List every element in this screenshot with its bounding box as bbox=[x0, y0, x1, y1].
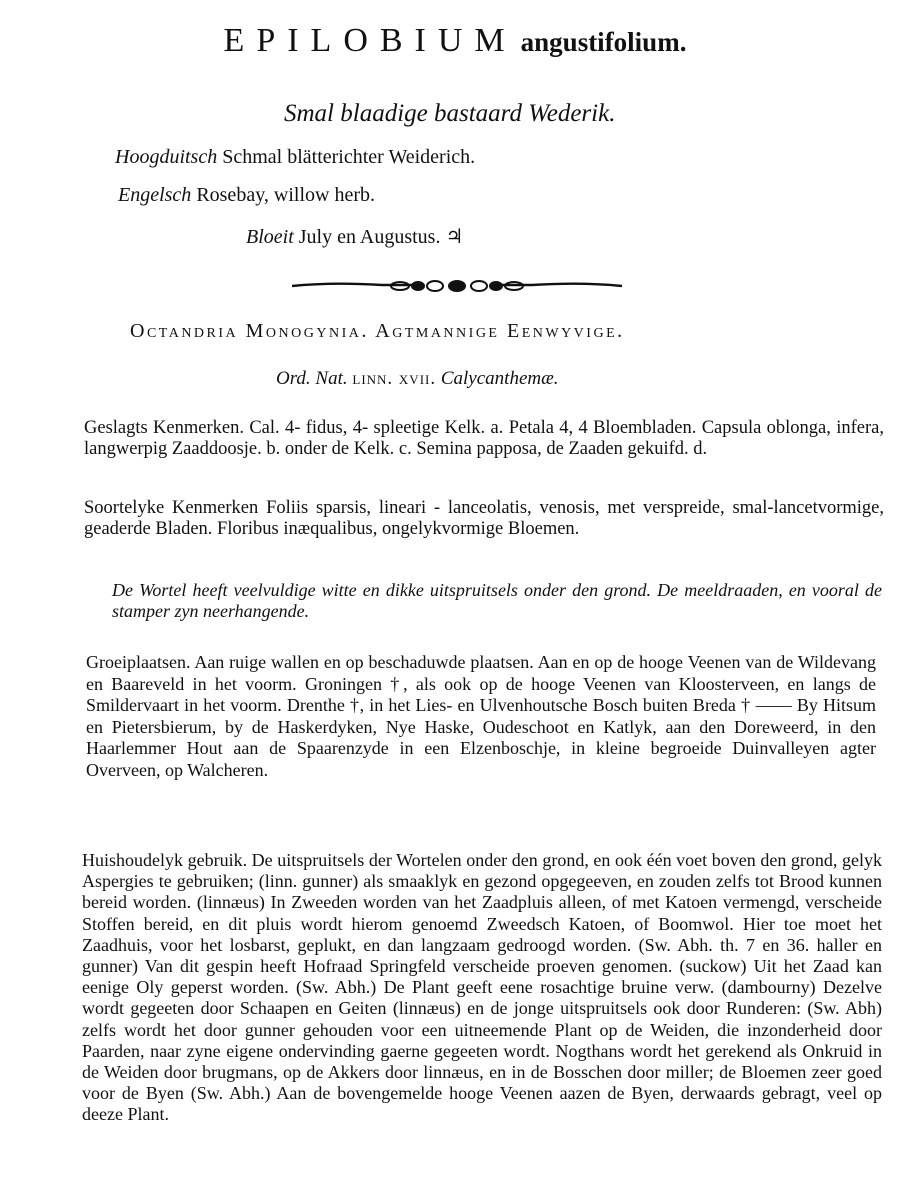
habitat-paragraph: Groeiplaatsen. Aan ruige wallen en op beschaduwde plaatsen. Aan en op de hooge Veenen van de Wildevang en Baareveld in het voorm. Groningen †, als ook op de hooge Veenen van Kloosterveen, en langs de Smildervaart in het voorm. Drenthe †, in het Lies- en Ulvenhoutsche Bosch buiten Breda † —— By Hitsum en Pietersbierum, by de Haskerdyken, Nye Haske, Oudeschoot en Katlyk, aan den Doreweerd, in den Haarlemmer Hout aan de Spaarenzyde in een Elzenboschje, in kleine begroeide Duinvalleyen agter Overveen, op Walcheren. bbox=[86, 652, 876, 780]
species-name: angustifolium. bbox=[520, 27, 687, 57]
english-name: Rosebay, willow herb. bbox=[196, 184, 375, 206]
root-description: De Wortel heeft veelvuldige witte en dikke uitspruitsels onder den grond. De meeldraaden, en vooral de stamper zyn neerhangende. bbox=[112, 580, 882, 621]
page-title bbox=[0, 22, 910, 60]
ord-group: Calycanthemæ. bbox=[440, 368, 559, 389]
ord-label: Ord. Nat. bbox=[276, 368, 348, 389]
genus-name: EPILOBIUM bbox=[223, 22, 517, 59]
german-name: Schmal blätterichter Weiderich. bbox=[222, 146, 476, 168]
ord-value: linn. xvii. bbox=[352, 368, 437, 389]
flowering-label: Bloeit bbox=[246, 226, 294, 248]
linnaean-class: Octandria Monogynia. Agtmannige Eenwyvige. bbox=[130, 320, 625, 342]
dutch-name: Smal blaadige bastaard Wederik. bbox=[284, 100, 616, 127]
english-label: Engelsch bbox=[118, 184, 192, 206]
flowering-line bbox=[246, 224, 463, 249]
economic-use-paragraph: Huishoudelyk gebruik. De uitspruitsels der Wortelen onder den grond, en ook één voet boven den grond, gelyk Aspergies te gebruiken; (linn. gunner) als smaaklyk en gezond opgegeeven, en zouden zelfs tot Brood kunnen bereid worden. (linnæus) In Zweeden worden van het Zaadpluis alleen, of met Katoen vermengd, verscheide Stoffen bereid, en dit pluis wordt hierom genoemd Zweedsch Katoen, of Boomwol. Hier toe moet het Zaadhuis, voor het losbarst, geplukt, en dan langzaam gedroogd worden. (Sw. Abh. th. 7 en 36. haller en gunner) Van dit gespin heeft Hofraad Springfeld verscheide proeven genomen. (suckow) Uit het Zaad kan eenige Oly geperst worden. (Sw. Abh.) De Plant geeft eene rosachtige bruine verw. (dambourny) Dezelve wordt gegeeten door Schaapen en Geiten (linnæus) en de jonge uitspruitsels ook door Runderen: (Sw. Abh) zelfs wordt het door gunner gehouden voor een uitneemende Plant op de Weiden, die inzonderheid door Paarden, naar zyne eigene ondervinding gaerne gegeeten wordt. Nogthans wordt het gerekend als Onkruid in de Weiden door brugmans, op de Akkers door linnæus, en in de Bosschen door miller; de Bloemen zeer goed voor de Byen (Sw. Abh.) Aan de bovengemelde hooge Veenen aazen de Byen, derwaards gebragt, veel op deeze Plant. bbox=[82, 850, 882, 1125]
natural-order-line bbox=[276, 368, 559, 390]
german-name-line bbox=[115, 146, 475, 169]
genus-characters: Geslagts Kenmerken. Cal. 4- fidus, 4- spleetige Kelk. a. Petala 4, 4 Bloembladen. Capsula oblonga, infera, langwerpig Zaaddoosje. b. onder de Kelk. c. Semina papposa, de Zaaden gekuifd. d. bbox=[84, 418, 884, 459]
species-characters: Soortelyke Kenmerken Foliis sparsis, lineari - lanceolatis, venosis, met verspreide, smal-lancetvormige, geaderde Bladen. Floribus inæqualibus, ongelykvormige Bloemen. bbox=[84, 498, 884, 539]
flowering-value: July en Augustus. ♃ bbox=[298, 226, 464, 248]
ornament-divider bbox=[292, 276, 622, 296]
english-name-line bbox=[118, 184, 375, 207]
german-label: Hoogduitsch bbox=[115, 146, 218, 168]
